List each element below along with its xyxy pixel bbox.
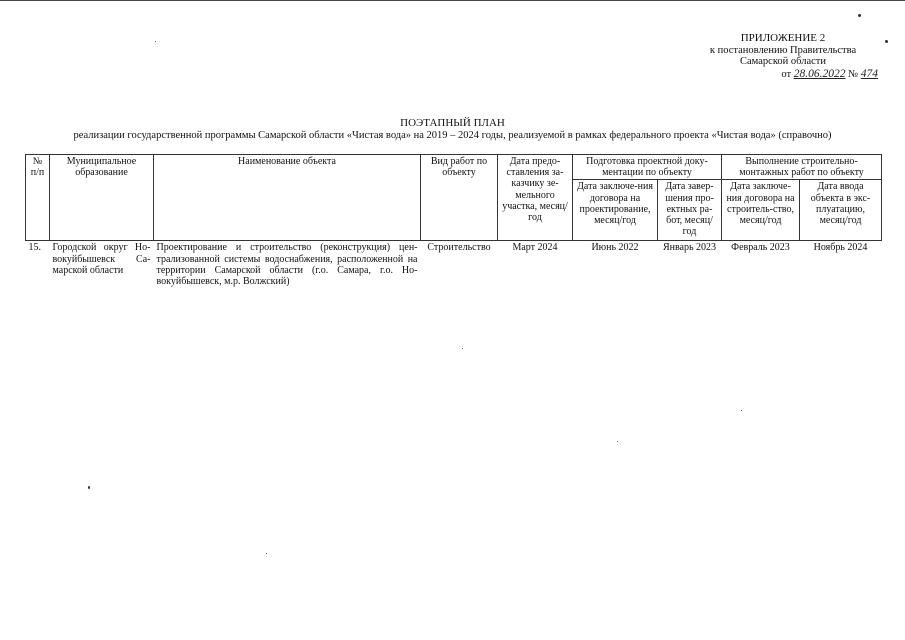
scan-speck bbox=[88, 486, 90, 489]
handwritten-date: 28.06.2022 bbox=[793, 67, 846, 80]
cell-prep-finish: Январь 2023 bbox=[662, 242, 717, 254]
appendix-date-line bbox=[688, 69, 878, 81]
scan-speck bbox=[858, 14, 861, 17]
cell-object-name: Проектирование и строительство (реконструкция) цен-трализованной системы водоснабжения, расположенной на территории Самарской области (г.о. Самара, г.о. Но-вокуйбышевск, м.р. Волжский) bbox=[156, 242, 418, 288]
scan-speck bbox=[741, 410, 742, 411]
cell-build-commission: Ноябрь 2024 bbox=[813, 242, 868, 254]
table-row bbox=[26, 241, 882, 288]
number-sign: № bbox=[848, 68, 859, 80]
appendix-block bbox=[688, 33, 878, 80]
scan-speck bbox=[617, 441, 618, 442]
header-build-commission: Дата ввода объекта в экс-плуатацию, месяц/год bbox=[800, 180, 882, 241]
cell-build-contract: Февраль 2023 bbox=[731, 242, 790, 254]
handwritten-number: 474 bbox=[860, 67, 878, 80]
scan-top-edge bbox=[0, 0, 905, 1]
header-prep-group: Подготовка проектной доку-ментации по объекту bbox=[573, 155, 722, 180]
header-build-contract: Дата заключе-ния договора на строитель-ство, месяц/год bbox=[722, 180, 800, 241]
appendix-line-2: Самарской области bbox=[740, 56, 826, 67]
cell-work-type: Строительство bbox=[427, 242, 491, 254]
scan-speck bbox=[155, 41, 156, 42]
document-subtitle: реализации государственной программы Самарской области «Чистая вода» на 2019 – 2024 годы, реализуемой в рамках федерального проекта «Чистая вода» (справочно) bbox=[73, 130, 832, 141]
header-work-type: Вид работ по объекту bbox=[421, 155, 498, 241]
scan-speck bbox=[885, 40, 888, 43]
header-prep-contract: Дата заключе-ния договора на проектирование, месяц/год bbox=[573, 180, 658, 241]
header-num: № п/п bbox=[26, 155, 50, 241]
appendix-title: ПРИЛОЖЕНИЕ 2 bbox=[740, 32, 826, 44]
header-build-group: Выполнение строительно-монтажных работ по объекту bbox=[722, 155, 882, 180]
header-municipality: Муниципальное образование bbox=[50, 155, 154, 241]
header-row-1 bbox=[26, 155, 882, 180]
cell-municipality: Городской округ Но-вокуйбышевск Са-марской области bbox=[52, 242, 151, 276]
scan-speck bbox=[462, 348, 463, 349]
header-object-name: Наименование объекта bbox=[154, 155, 421, 241]
header-prep-finish: Дата завер-шения про-ектных ра-бот, месяц/год bbox=[658, 180, 722, 241]
appendix-line-1: к постановлению Правительства bbox=[709, 44, 857, 56]
document-title: ПОЭТАПНЫЙ ПЛАН bbox=[400, 117, 505, 129]
plan-table bbox=[25, 154, 882, 288]
scan-speck bbox=[266, 553, 267, 554]
cell-num: 15. bbox=[28, 242, 41, 254]
header-land-date: Дата предо-ставления за-казчику зе-мельного участка, месяц/год bbox=[498, 155, 573, 241]
cell-land-date: Март 2024 bbox=[512, 242, 558, 254]
date-prefix: от bbox=[781, 68, 792, 80]
cell-prep-contract: Июнь 2022 bbox=[591, 242, 639, 254]
